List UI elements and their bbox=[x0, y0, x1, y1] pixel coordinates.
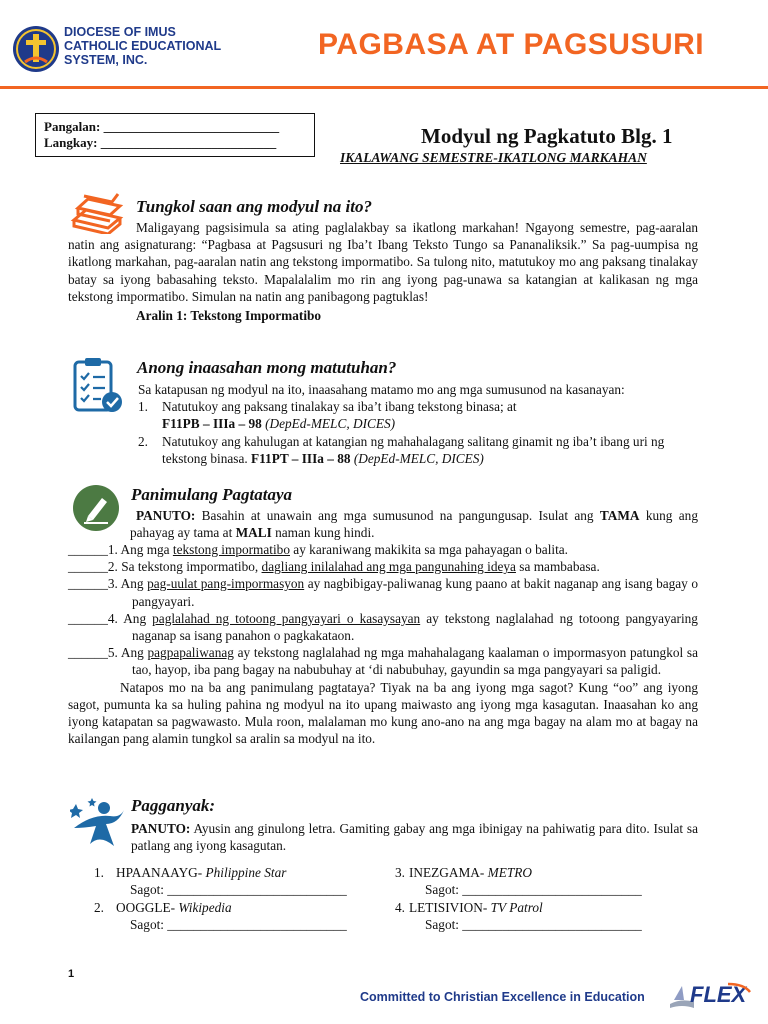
panuto-label: PANUTO: bbox=[136, 508, 196, 523]
motivation-directions bbox=[131, 820, 698, 854]
pretest-item bbox=[68, 575, 698, 609]
objective-code: F11PB – IIIa – 98 bbox=[162, 416, 262, 432]
item-text: ay tekstong naglalahad ng totoong pangyayaring naganap sa isang panahon o pagkakataon. bbox=[132, 610, 698, 644]
motivation-heading: Pagganyak: bbox=[131, 796, 216, 815]
answer-blank: ______3. bbox=[68, 576, 118, 592]
objective-source: (DepEd-MELC, DICES) bbox=[265, 416, 396, 432]
objectives-heading: Anong inaasahan mong matutuhan? bbox=[137, 358, 397, 377]
hint-text: METRO bbox=[487, 865, 532, 880]
panuto-text: kung ang pahayag ay tama at bbox=[130, 508, 698, 541]
checklist-icon bbox=[72, 356, 124, 416]
about-heading: Tungkol saan ang modyul na ito? bbox=[136, 197, 373, 216]
scrambled-word: HPAANAAYG- bbox=[116, 865, 203, 880]
about-paragraph: Maligayang pagsisimula sa ating paglalakbay sa ikatlong markahan! Ngayong semestre, pag-aaralan natin ang asignaturang: “Pagbasa at Pagsusuri ng Iba’t Ibang Teksto Tungo sa Pananaliksik.” Sa pag-uumpisa ng ikatlong markahan, pag-aaralan natin ang tekstong impormatibo. Sa tulong nito, matutukoy mo ang paksang tinalakay batay sa iyong babasahing teksto. Mapalalalim mo rin ang iyong pag-unawa sa katangian at kalikasan ng mga tekstong impormatibo. Simulan na natin ang panibagong pagtuklas! bbox=[68, 220, 698, 304]
objective-text: Natutukoy ang paksang tinalakay sa iba’t ibang tekstong binasa; at bbox=[162, 399, 517, 415]
module-subtitle: IKALAWANG SEMESTRE-IKATLONG MARKAHAN bbox=[340, 150, 647, 165]
scrambled-word: OOGGLE- bbox=[116, 900, 176, 915]
pretest-panuto bbox=[130, 507, 698, 541]
motivation-figure-icon bbox=[70, 794, 126, 850]
underlined-term: dagliang inilalahad ang mga pangunahing ideya bbox=[261, 559, 516, 575]
hint-text: Philippine Star bbox=[205, 865, 287, 880]
section-field-label: Langkay: ___________________________ bbox=[44, 135, 277, 150]
pretest-item bbox=[68, 558, 698, 575]
scramble-item-2 bbox=[94, 899, 394, 933]
tama-word: TAMA bbox=[599, 508, 640, 523]
scramble-item-1 bbox=[94, 864, 394, 898]
pretest-item bbox=[68, 541, 698, 558]
objective-source: (DepEd-MELC, DICES) bbox=[353, 450, 484, 466]
objective-item: 1. Natutukoy ang paksang tinalakay sa iba’t ibang tekstong binasa; at F11PB – IIIa – 98 (DepEd-MELC, DICES) bbox=[138, 399, 517, 432]
item-number: 1. bbox=[94, 865, 104, 880]
pencil-icon bbox=[72, 484, 120, 532]
item-text: ay nagbibigay-paliwanag kung paano at bakit naganap ang isang bagay o pangyayari. bbox=[132, 576, 698, 609]
scrambled-word: INEZGAMA- bbox=[409, 865, 485, 880]
item-text: Ang bbox=[117, 645, 148, 661]
mali-word: MALI bbox=[235, 525, 272, 541]
answer-line[interactable]: Sagot: ___________________________ bbox=[425, 917, 642, 933]
underlined-term: pag-uulat pang-impormasyon bbox=[147, 576, 305, 592]
item-number: 3. bbox=[395, 865, 405, 880]
objectives-intro: Sa katapusan ng modyul na ito, inaasahang matamo mo ang mga sumusunod na kasanayan: bbox=[138, 382, 625, 397]
pretest-item bbox=[68, 610, 698, 644]
panuto-text: Ayusin ang ginulong letra. Gamiting gabay ang mga ibinigay na pahiwatig para dito. Isulat sa patlang ang iyong kasagutan. bbox=[131, 821, 698, 854]
item-text: sa mambabasa. bbox=[515, 559, 600, 575]
module-title: Modyul ng Pagkatuto Blg. 1 bbox=[421, 124, 673, 148]
flex-logo bbox=[668, 978, 754, 1010]
page-title: PAGBASA AT PAGSUSURI bbox=[318, 28, 705, 61]
item-text: Sa tekstong impormatibo, bbox=[117, 559, 262, 575]
student-info-box bbox=[35, 113, 315, 157]
scramble-item-4 bbox=[395, 899, 695, 933]
item-text: ay karaniwang makikita sa mga pahayagan o balita. bbox=[289, 542, 569, 557]
answer-blank: ______5. bbox=[68, 645, 118, 661]
flex-logo-text: FLEX bbox=[690, 982, 747, 1007]
item-number: 4. bbox=[395, 900, 405, 915]
pretest-closing: Natapos mo na ba ang panimulang pagtataya? Tiyak na ba ang iyong mga sagot? Kung “oo” ang iyong sagot, pumunta ka sa huling pahina ng modyul na ito upang maiwasto ang iyong mga kasagutan. Inaasahan ko ang iyong katapatan sa pagwawasto. Mula roon, malalaman mo kung ano-ano na ang mga bagay na alam mo at bagay na kailangan pang alamin tungkol sa aralin sa modyul na ito. bbox=[68, 679, 698, 747]
panuto-text: Basahin at unawain ang mga sumusunod na pangungusap. Isulat ang bbox=[201, 508, 594, 523]
item-number: 2. bbox=[94, 900, 104, 915]
objective-text-wrap bbox=[162, 398, 517, 432]
scrambled-word: LETISIVION- bbox=[409, 900, 488, 915]
objective-code: F11PT – IIIa – 88 bbox=[251, 450, 351, 466]
pretest-directions bbox=[130, 507, 698, 541]
org-name: DIOCESE OF IMUS CATHOLIC EDUCATIONAL SYSTEM, INC. bbox=[64, 25, 222, 67]
diocese-seal bbox=[11, 24, 61, 74]
hint-text: TV Patrol bbox=[490, 900, 543, 915]
lesson-title: Aralin 1: Tekstong Impormatibo bbox=[136, 308, 322, 324]
pretest-heading: Panimulang Pagtataya bbox=[131, 485, 293, 504]
answer-blank: ______1. bbox=[68, 542, 118, 557]
pretest-items bbox=[68, 541, 698, 747]
answer-blank: ______4. bbox=[68, 610, 118, 626]
answer-blank: ______2. bbox=[68, 559, 118, 575]
objective-text: Natutukoy ang kahulugan at katangian ng mahahalagang salitang ginamit ng iba’t ibang uri ng tekstong binasa. bbox=[162, 433, 665, 466]
panuto-label: PANUTO: bbox=[131, 821, 191, 836]
name-field-label: Pangalan: ___________________________ bbox=[44, 119, 280, 134]
answer-line[interactable]: Sagot: ___________________________ bbox=[425, 882, 642, 898]
about-section bbox=[68, 219, 698, 324]
underlined-term: paglalahad ng totoong pangyayari o kasaysayan bbox=[152, 610, 421, 626]
scramble-item-3 bbox=[395, 864, 695, 898]
panuto-text: naman kung hindi. bbox=[275, 525, 375, 541]
item-text: ay tekstong naglalahad ng mga mahahalagang kaalaman o impormasyon patungkol sa tao, hayop, iba pang bagay na nabubuhay at ‘di nabubuhay, gayundin sa mga pangyayari sa paligid. bbox=[132, 645, 698, 678]
underlined-term: pagpapaliwanag bbox=[147, 645, 234, 661]
answer-line[interactable]: Sagot: ___________________________ bbox=[130, 917, 347, 933]
item-text: Ang mga bbox=[117, 542, 173, 557]
page-number: 1 bbox=[68, 968, 75, 980]
motivation-panuto bbox=[131, 820, 698, 854]
pretest-item bbox=[68, 644, 698, 678]
answer-line[interactable]: Sagot: ___________________________ bbox=[130, 882, 347, 898]
hint-text: Wikipedia bbox=[178, 900, 232, 915]
footer-tagline: Committed to Christian Excellence in Education bbox=[360, 990, 645, 1004]
header-rule bbox=[0, 86, 768, 89]
objective-text-wrap bbox=[162, 433, 698, 467]
objective-item: 2. Natutukoy ang kahulugan at katangian ng mahahalagang salitang ginamit ng iba’t ibang uri ng tekstong binasa. F11PT – IIIa – 88 (DepEd-MELC, DICES) bbox=[138, 433, 698, 467]
underlined-term: tekstong impormatibo bbox=[172, 542, 290, 557]
item-text: Ang bbox=[117, 610, 153, 626]
item-text: Ang bbox=[117, 576, 148, 592]
objectives-section bbox=[138, 381, 698, 467]
